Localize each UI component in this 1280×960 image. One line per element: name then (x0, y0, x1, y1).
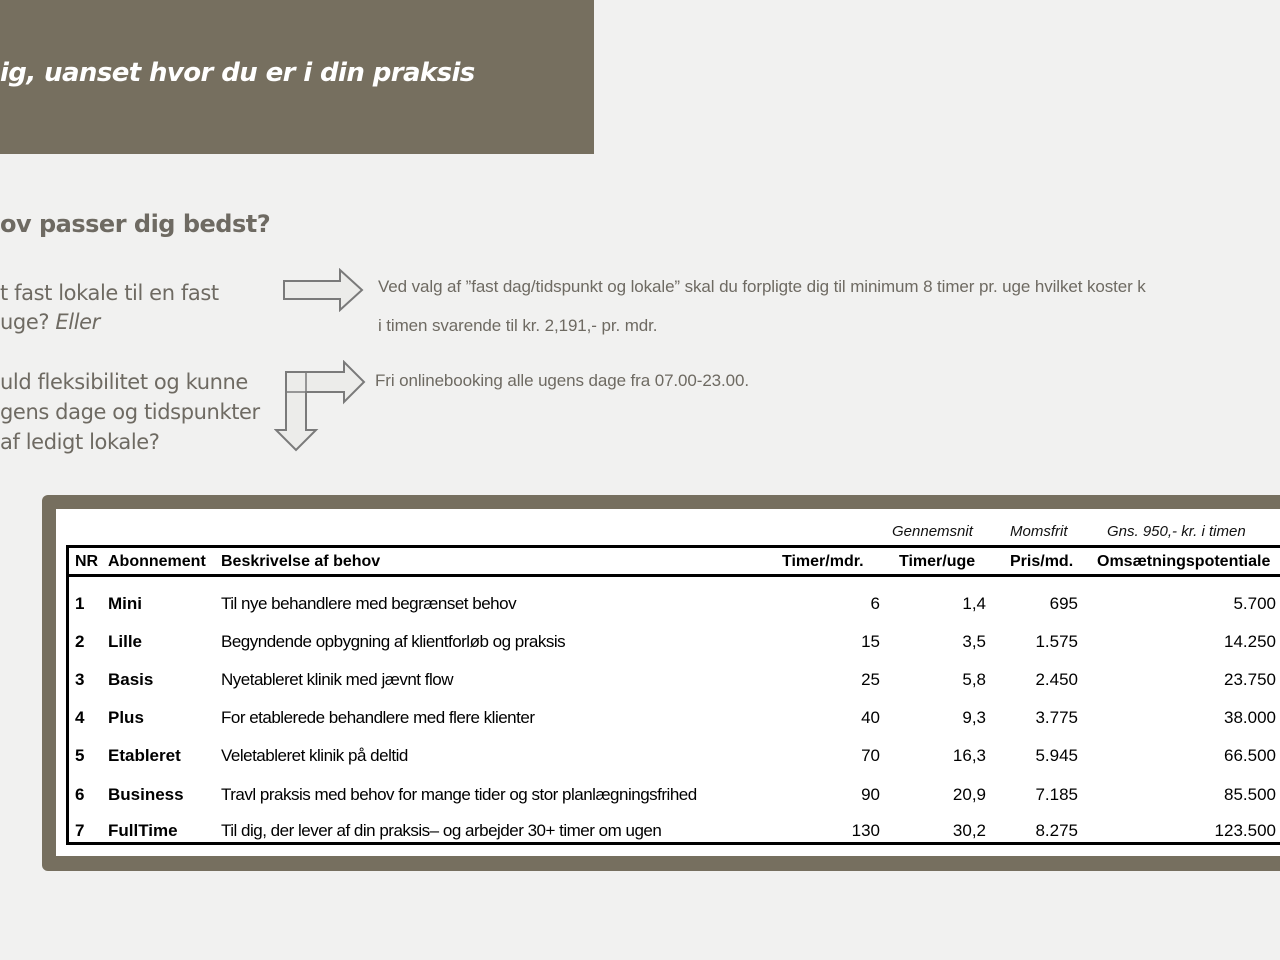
table-row (69, 708, 1280, 730)
cell-name: Basis (108, 670, 154, 689)
option-description: Fri onlinebooking alle ugens dage fra 07.00-23.00. (375, 371, 749, 390)
column-header-beskrivelse: Beskrivelse af behov (221, 553, 381, 570)
cell-pris: 2.450 (1035, 670, 1078, 689)
cell-omsaetning: 14.250 (1224, 632, 1276, 651)
cell-timer-uge: 5,8 (962, 670, 986, 689)
bent-right-down-arrow-icon (274, 360, 366, 452)
option-line: uld fleksibilitet og kunne (0, 370, 248, 394)
cell-timer-uge: 30,2 (952, 821, 986, 840)
cell-timer-uge: 20,9 (952, 785, 986, 804)
cell-pris: 5.945 (1035, 746, 1078, 765)
option-description: Ved valg af ”fast dag/tidspunkt og lokale” skal du forpligte dig til minimum 8 timer pr. uge hvilket koster k (378, 277, 1146, 296)
column-header-nr: NR (75, 553, 99, 570)
title-banner (0, 0, 594, 154)
cell-timer-uge: 1,4 (962, 594, 986, 613)
banner-title: ig, uanset hvor du er i din praksis (0, 58, 475, 88)
cell-timer-mdr: 15 (861, 632, 880, 651)
option-line: gens dage og tidspunkter (0, 400, 260, 424)
subheader-pris: Momsfrit (1010, 523, 1068, 540)
cell-nr: 7 (75, 821, 85, 840)
cell-nr: 2 (75, 632, 85, 651)
cell-pris: 8.275 (1035, 821, 1078, 840)
column-header-timer-mdr: Timer/mdr. (782, 553, 864, 570)
cell-timer-mdr: 6 (870, 594, 880, 613)
column-header-pris: Pris/md. (1010, 553, 1074, 570)
cell-pris: 3.775 (1035, 708, 1078, 727)
cell-timer-mdr: 90 (861, 785, 880, 804)
cell-omsaetning: 66.500 (1224, 746, 1276, 765)
cell-pris: 695 (1049, 594, 1078, 613)
table-row (69, 594, 1280, 616)
table-row (69, 746, 1280, 768)
cell-name: Lille (108, 632, 143, 651)
cell-pris: 1.575 (1035, 632, 1078, 651)
option-line: t fast lokale til en fast (0, 281, 219, 305)
table-row (69, 632, 1280, 654)
option-description: i timen svarende til kr. 2,191,- pr. mdr. (378, 316, 658, 335)
cell-omsaetning: 23.750 (1224, 670, 1276, 689)
cell-desc: Travl praksis med behov for mange tider og stor planlægningsfrihed (221, 785, 697, 804)
cell-desc: Nyetableret klinik med jævnt flow (221, 670, 453, 689)
cell-name: Plus (108, 708, 144, 727)
table-row (69, 670, 1280, 692)
cell-omsaetning: 5.700 (1233, 594, 1276, 613)
option-line: af ledigt lokale? (0, 430, 160, 454)
cell-name: Mini (108, 594, 142, 613)
cell-nr: 3 (75, 670, 85, 689)
cell-timer-uge: 3,5 (962, 632, 986, 651)
cell-desc: Veletableret klinik på deltid (221, 746, 408, 765)
column-header-abonnement: Abonnement (108, 553, 206, 570)
cell-name: Business (108, 785, 184, 804)
cell-nr: 4 (75, 708, 85, 727)
table-row (69, 821, 1280, 843)
cell-pris: 7.185 (1035, 785, 1078, 804)
question-heading: ov passer dig bedst? (0, 210, 271, 238)
option-line: uge? Eller (0, 310, 100, 334)
right-arrow-icon (282, 268, 364, 312)
cell-desc: Til dig, der lever af din praksis– og arbejder 30+ timer om ugen (221, 821, 662, 840)
subheader-timer-uge: Gennemsnit (892, 523, 973, 540)
cell-nr: 6 (75, 785, 85, 804)
cell-nr: 1 (75, 594, 85, 613)
cell-desc: Begyndende opbygning af klientforløb og praksis (221, 632, 566, 651)
subheader-omsaetning: Gns. 950,- kr. i timen (1107, 523, 1246, 540)
cell-nr: 5 (75, 746, 85, 765)
cell-omsaetning: 85.500 (1224, 785, 1276, 804)
table-row (69, 785, 1280, 807)
cell-desc: Til nye behandlere med begrænset behov (221, 594, 517, 613)
cell-desc: For etablerede behandlere med flere klienter (221, 708, 535, 727)
cell-name: Etableret (108, 746, 181, 765)
table-header-row (69, 548, 1280, 577)
cell-timer-mdr: 25 (861, 670, 880, 689)
cell-timer-uge: 9,3 (962, 708, 986, 727)
cell-timer-mdr: 40 (861, 708, 880, 727)
subscription-table (66, 545, 1280, 845)
cell-name: FullTime (108, 821, 178, 840)
cell-timer-mdr: 130 (851, 821, 880, 840)
column-header-omsaetning: Omsætningspotentiale (1097, 553, 1271, 570)
option-emphasis: Eller (55, 310, 100, 334)
column-header-timer-uge: Timer/uge (899, 553, 976, 570)
cell-omsaetning: 38.000 (1224, 708, 1276, 727)
cell-timer-uge: 16,3 (952, 746, 986, 765)
cell-omsaetning: 123.500 (1214, 821, 1276, 840)
option-flexible (0, 367, 260, 457)
option-fixed-room (0, 279, 219, 337)
cell-timer-mdr: 70 (861, 746, 880, 765)
